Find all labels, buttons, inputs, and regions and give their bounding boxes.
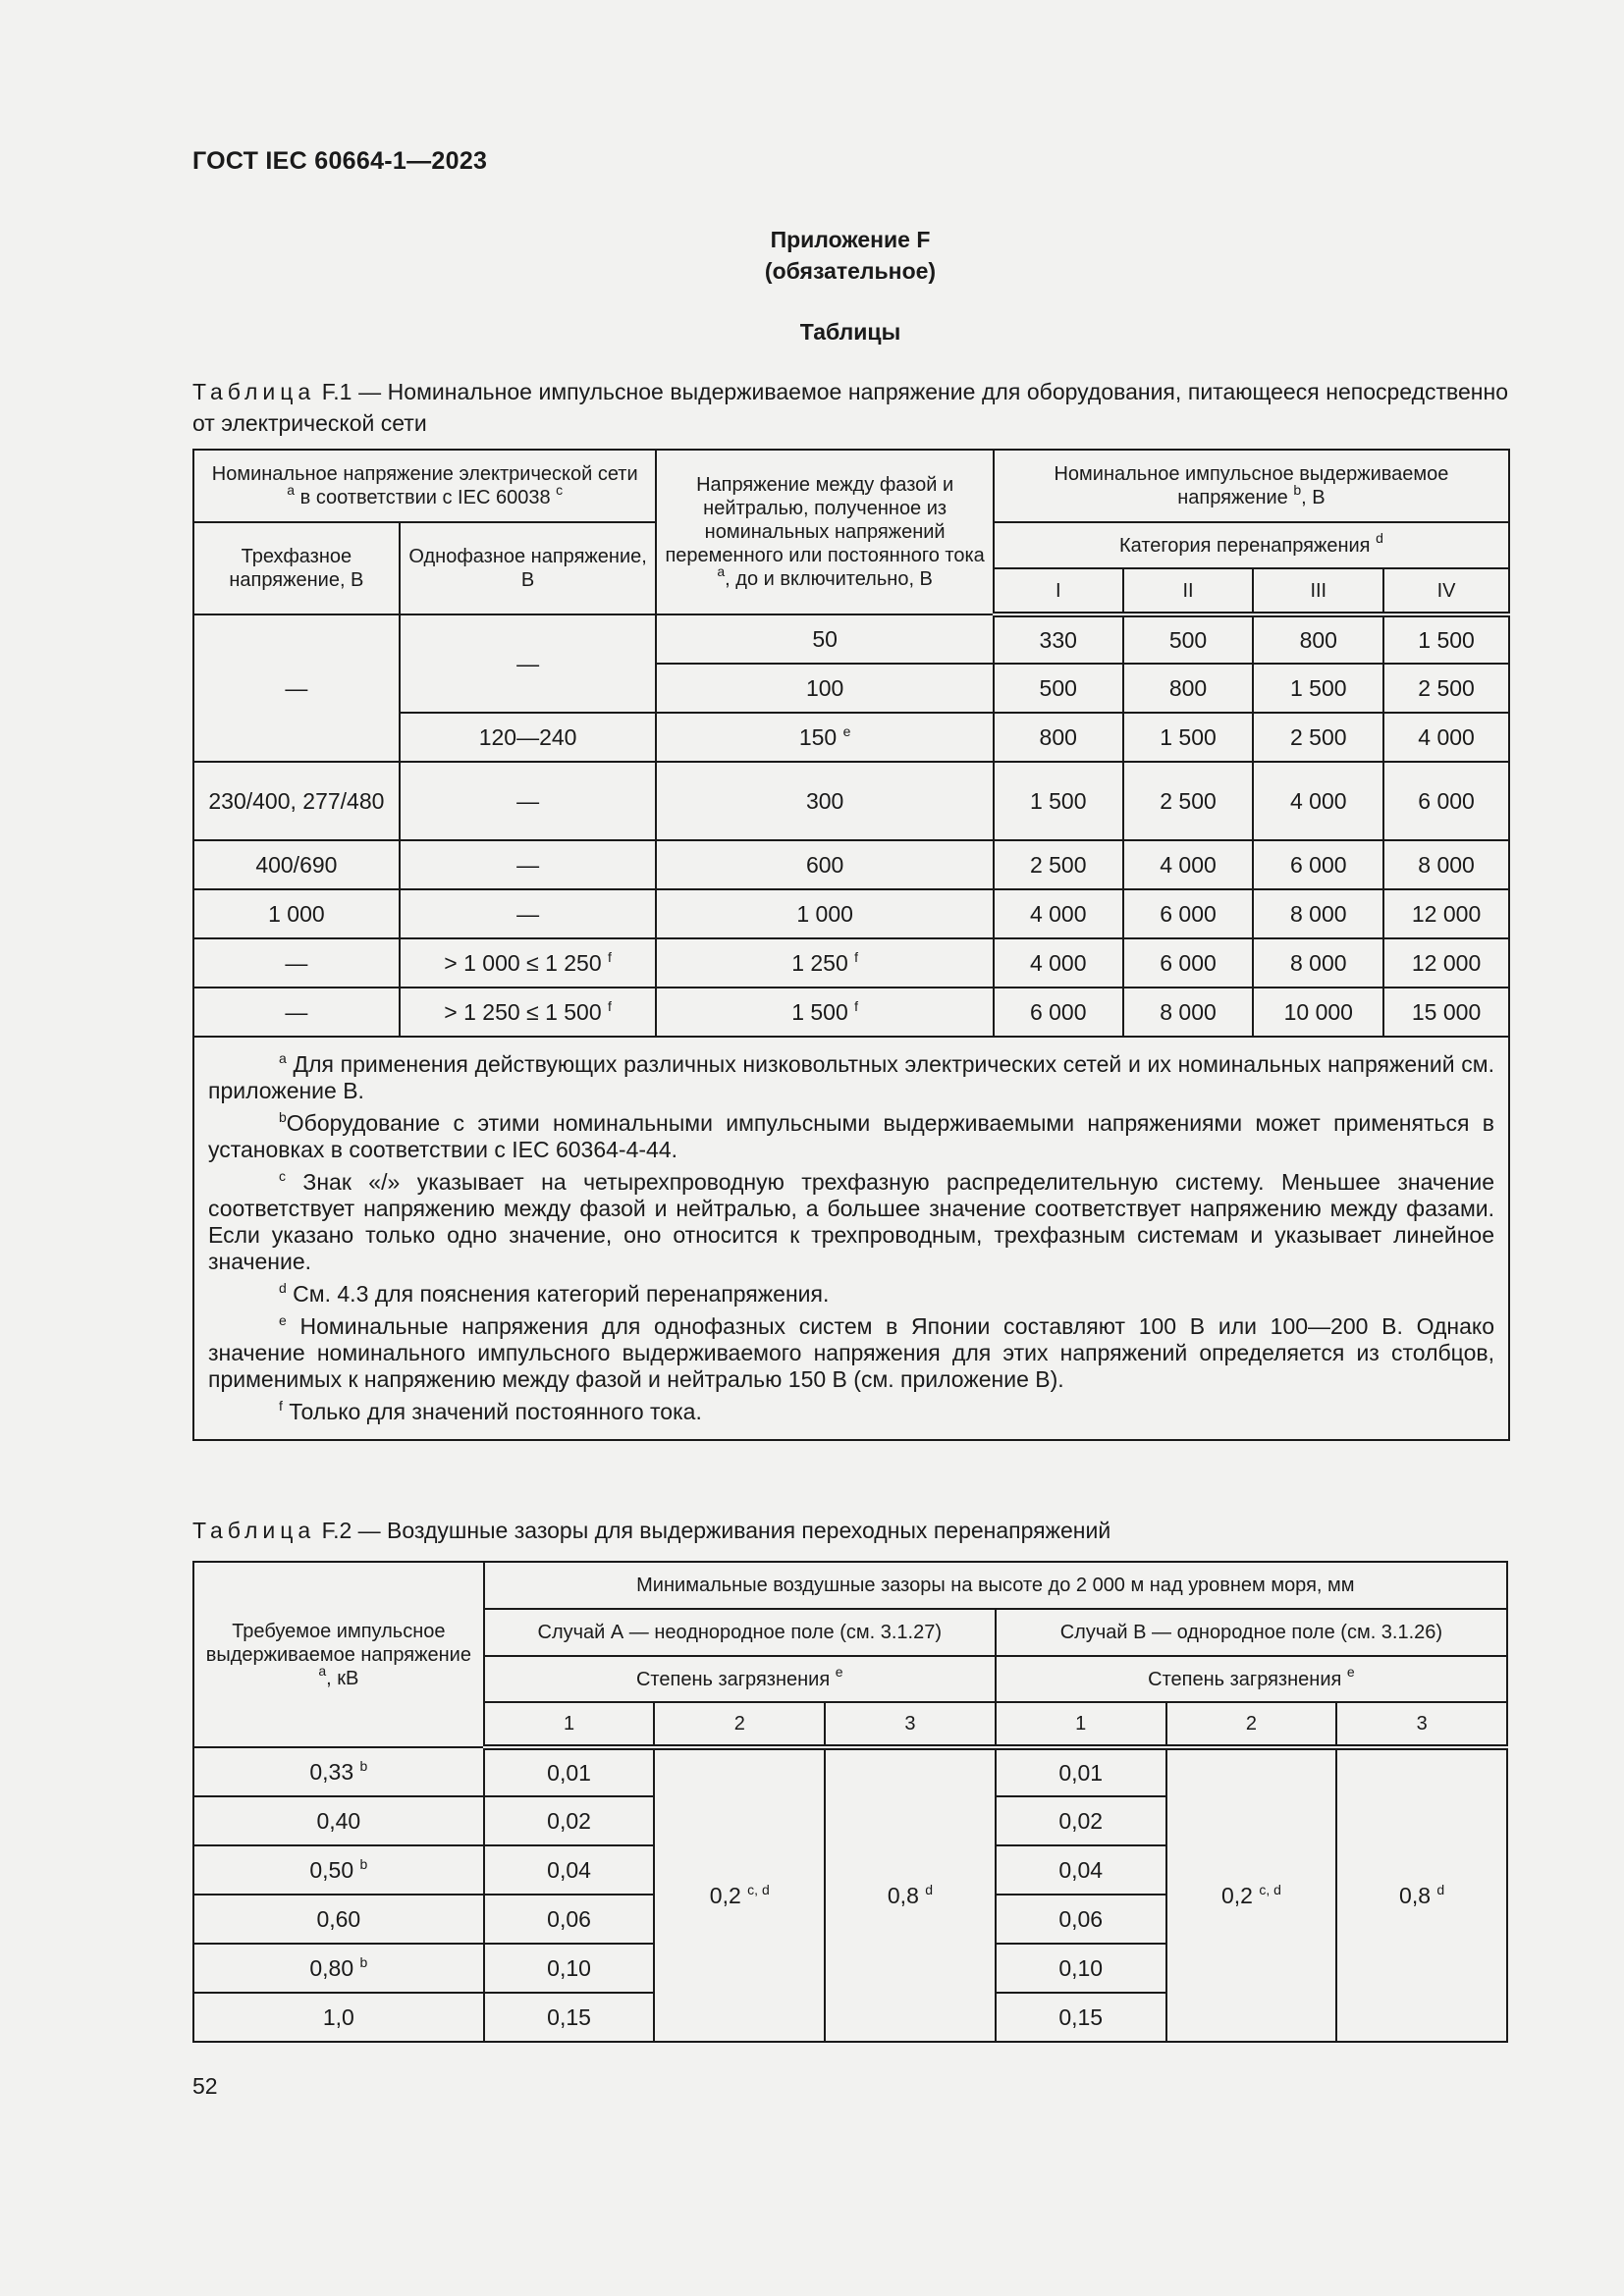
cell-required: 0,33 $^b$	[193, 1747, 484, 1796]
cell-cat-4: 8 000	[1383, 840, 1509, 889]
cell-cat-4: 12 000	[1383, 938, 1509, 988]
cell-single-phase: —	[400, 762, 657, 840]
cell-cat-2: 6 000	[1123, 889, 1254, 938]
cell-case-b-1: 0,02	[996, 1796, 1166, 1845]
note-b: $^b$Оборудование с этими номинальными импульсными выдерживаемыми напряжениями может применяться в установках в соответствии с IEC 60364-4-44.	[208, 1109, 1494, 1162]
cell-cat-1: 6 000	[994, 988, 1123, 1037]
cell-case-a-1: 0,15	[484, 1993, 655, 2042]
annex-subtitle: Таблицы	[799, 319, 901, 345]
cell-phase-neutral: 50	[656, 614, 993, 664]
cell-cat-3: 6 000	[1253, 840, 1383, 889]
header-required-voltage: Требуемое импульсное выдерживаемое напряжение $^a$, кВ	[193, 1562, 484, 1747]
cell-cat-4: 12 000	[1383, 889, 1509, 938]
cell-required: 0,60	[193, 1895, 484, 1944]
cell-cat-3: 8 000	[1253, 938, 1383, 988]
header-case-b: Случай В — однородное поле (см. 3.1.26)	[996, 1609, 1507, 1656]
cell-cat-2: 2 500	[1123, 762, 1254, 840]
table-row	[193, 614, 1509, 664]
header-three-phase: Трехфазное напряжение, В	[193, 522, 400, 614]
table-row	[193, 762, 1509, 840]
header-degree: 3	[1336, 1702, 1507, 1747]
cell-phase-neutral: 1 250 $^f$	[656, 938, 993, 988]
table2-caption	[192, 1515, 1508, 1546]
cell-required: 0,80 $^b$	[193, 1944, 484, 1993]
cell-required: 0,50 $^b$	[193, 1845, 484, 1895]
cell-cat-1: 4 000	[994, 938, 1123, 988]
cell-cat-4: 2 500	[1383, 664, 1509, 713]
cell-phase-neutral: 100	[656, 664, 993, 713]
cell-phase-neutral: 1 500 $^f$	[656, 988, 993, 1037]
cell-cat-3: 2 500	[1253, 713, 1383, 762]
cell-three-phase: —	[193, 938, 400, 988]
header-degree: 1	[996, 1702, 1166, 1747]
header-min-clearances: Минимальные воздушные зазоры на высоте до 2 000 м над уровнем моря, мм	[484, 1562, 1507, 1609]
cell-case-a-2: 0,2 $^{c, d}$	[654, 1747, 825, 2042]
header-impulse-voltage: Номинальное импульсное выдерживаемое напряжение $^b$, В	[994, 450, 1509, 522]
cell-cat-4: 1 500	[1383, 614, 1509, 664]
cell-single-phase: 120—240	[400, 713, 657, 762]
table-row	[193, 988, 1509, 1037]
table-notes	[193, 1037, 1509, 1440]
header-overvoltage-category: Категория перенапряжения $^d$	[994, 522, 1509, 568]
cell-cat-1: 2 500	[994, 840, 1123, 889]
cell-three-phase: —	[193, 614, 400, 762]
caption-word: Таблица	[192, 1518, 316, 1543]
cell-three-phase: —	[193, 988, 400, 1037]
caption-text: F.1 — Номинальное импульсное выдерживаемое напряжение для оборудования, питающееся непосредственно от электрической сети	[192, 379, 1508, 436]
header-phase-neutral: Напряжение между фазой и нейтралью, полученное из номинальных напряжений переменного или постоянного тока $^a$, до и включительно, В	[656, 450, 993, 614]
cell-cat-2: 500	[1123, 614, 1254, 664]
cell-cat-3: 4 000	[1253, 762, 1383, 840]
header-degree: 2	[654, 1702, 825, 1747]
header-pollution-b: Степень загрязнения $^e$	[996, 1656, 1507, 1702]
cell-cat-1: 4 000	[994, 889, 1123, 938]
cell-case-b-1: 0,04	[996, 1845, 1166, 1895]
note-f: $^f$ Только для значений постоянного тока.	[279, 1398, 702, 1424]
cell-cat-3: 8 000	[1253, 889, 1383, 938]
document-id: ГОСТ IEC 60664-1—2023	[192, 147, 488, 175]
table-row	[193, 1747, 1507, 1796]
cell-case-a-1: 0,10	[484, 1944, 655, 1993]
header-degree: 3	[825, 1702, 996, 1747]
table-row	[193, 840, 1509, 889]
annex-title: Приложение F	[770, 227, 931, 252]
page-number: 52	[192, 2073, 218, 2099]
cell-single-phase: —	[400, 614, 657, 713]
cell-cat-1: 800	[994, 713, 1123, 762]
header-case-a: Случай А — неоднородное поле (см. 3.1.27)	[484, 1609, 996, 1656]
cell-required: 0,40	[193, 1796, 484, 1845]
cell-case-a-1: 0,04	[484, 1845, 655, 1895]
cell-cat-4: 15 000	[1383, 988, 1509, 1037]
note-c: $^c$ Знак «/» указывает на четырехпроводную трехфазную распределительную систему. Меньшее значение соответствует напряжению между фазой и нейтралью, а большее значение соответствует напряжению между фазами. Если указано только одно значение, оно относится к трехпроводным, трехфазным системам и указывает линейное значение.	[208, 1168, 1494, 1274]
cell-three-phase: 230/400, 277/480	[193, 762, 400, 840]
cell-case-a-3: 0,8 $^d$	[825, 1747, 996, 2042]
cell-case-b-1: 0,01	[996, 1747, 1166, 1796]
cell-case-b-1: 0,15	[996, 1993, 1166, 2042]
caption-word: Таблица	[192, 379, 316, 404]
cell-case-b-2: 0,2 $^{c, d}$	[1166, 1747, 1337, 2042]
table-row	[193, 889, 1509, 938]
cell-cat-1: 1 500	[994, 762, 1123, 840]
table-notes-row	[193, 1037, 1509, 1440]
cell-cat-3: 10 000	[1253, 988, 1383, 1037]
cell-case-b-3: 0,8 $^d$	[1336, 1747, 1507, 2042]
header-cat-4: IV	[1383, 568, 1509, 614]
header-degree: 2	[1166, 1702, 1337, 1747]
note-e: $^e$ Номинальные напряжения для однофазных систем в Японии составляют 100 В или 100—200 В. Однако значение номинального импульсного выдерживаемого напряжения для этих напряжений определяется из столбцов, применимых к напряжению между фазой и нейтралью 150 В (см. приложение В).	[208, 1312, 1494, 1392]
cell-phase-neutral: 600	[656, 840, 993, 889]
header-cat-2: II	[1123, 568, 1254, 614]
caption-text: F.2 — Воздушные зазоры для выдерживания переходных перенапряжений	[321, 1518, 1111, 1543]
cell-cat-1: 330	[994, 614, 1123, 664]
header-pollution-a: Степень загрязнения $^e$	[484, 1656, 996, 1702]
cell-single-phase: > 1 250 ≤ 1 500 $^f$	[400, 988, 657, 1037]
cell-cat-2: 800	[1123, 664, 1254, 713]
header-degree: 1	[484, 1702, 655, 1747]
table-rated-impulse-voltage	[192, 449, 1510, 1441]
table1-caption	[192, 376, 1508, 439]
note-a: $^a$ Для применения действующих различных низковольтных электрических сетей и их номинальных напряжений см. приложение В.	[208, 1050, 1494, 1103]
cell-cat-1: 500	[994, 664, 1123, 713]
cell-three-phase: 1 000	[193, 889, 400, 938]
cell-case-a-1: 0,01	[484, 1747, 655, 1796]
cell-three-phase: 400/690	[193, 840, 400, 889]
cell-cat-3: 1 500	[1253, 664, 1383, 713]
cell-cat-2: 6 000	[1123, 938, 1254, 988]
cell-cat-4: 4 000	[1383, 713, 1509, 762]
table-row	[193, 938, 1509, 988]
cell-phase-neutral: 1 000	[656, 889, 993, 938]
cell-phase-neutral: 150 $^e$	[656, 713, 993, 762]
cell-cat-2: 1 500	[1123, 713, 1254, 762]
annex-kind: (обязательное)	[764, 258, 937, 284]
header-nominal-voltage: Номинальное напряжение электрической сети $^a$ в соответствии с IEC 60038 $^c$	[193, 450, 656, 522]
note-d: $^d$ См. 4.3 для пояснения категорий перенапряжения.	[279, 1280, 830, 1307]
cell-case-b-1: 0,10	[996, 1944, 1166, 1993]
cell-cat-2: 4 000	[1123, 840, 1254, 889]
header-single-phase: Однофазное напряжение, В	[400, 522, 657, 614]
cell-phase-neutral: 300	[656, 762, 993, 840]
cell-required: 1,0	[193, 1993, 484, 2042]
table-air-clearances	[192, 1561, 1508, 2043]
cell-case-a-1: 0,06	[484, 1895, 655, 1944]
cell-cat-3: 800	[1253, 614, 1383, 664]
cell-single-phase: > 1 000 ≤ 1 250 $^f$	[400, 938, 657, 988]
header-cat-1: I	[994, 568, 1123, 614]
header-cat-3: III	[1253, 568, 1383, 614]
cell-cat-2: 8 000	[1123, 988, 1254, 1037]
cell-cat-4: 6 000	[1383, 762, 1509, 840]
cell-single-phase: —	[400, 889, 657, 938]
cell-case-b-1: 0,06	[996, 1895, 1166, 1944]
cell-case-a-1: 0,02	[484, 1796, 655, 1845]
cell-single-phase: —	[400, 840, 657, 889]
